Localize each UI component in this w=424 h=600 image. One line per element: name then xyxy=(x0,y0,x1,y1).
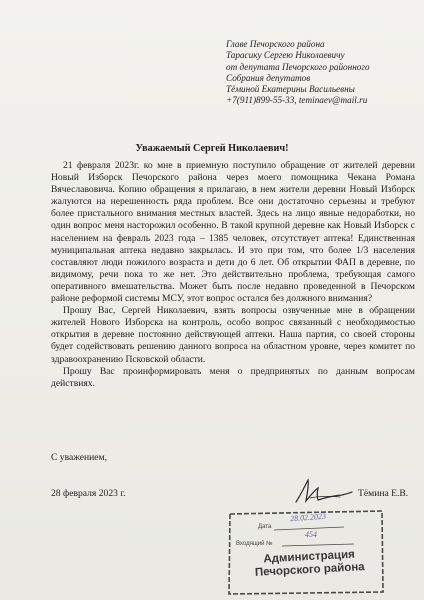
stamp-org-line: Печорского района xyxy=(254,561,365,579)
body-paragraph: Прошу Вас, Сергей Николаевич, взять вопросы озвученные мне в обращении жителей Нового Изборска на контроль, особо вопрос связанный с необходимостью открытия в деревне постоянно действующей аптеки. Наша партия, со своей стороны будет содействовать решению данного вопроса на областном уровне, через комитет по здравоохранению Псковской области. xyxy=(51,305,415,365)
letter-date: 28 февраля 2023 г. xyxy=(51,488,126,499)
addressee-contact: +7(911)899-55-33, teminaev@mail.ru xyxy=(226,95,368,106)
body-paragraph: 21 февраля 2023г. ко мне в приемную поступило обращение от жителей деревни Новый Изборск Печорского района через моего помощника Чекана Романа Вячеславовича. Копию обращения я прилагаю, в нем жители деревни Новый Изборск жалуются на нерешенность ряда проблем. Все они достаточно серьезны и требуют более пристального внимания местных властей. Здесь на лицо явные недоработки, но один вопрос меня насторожил особенно. В такой крупной деревне как Новый Изборск с населением на февраль 2023 года – 1385 человек, отсутствует аптека! Единственная муниципальная аптека недавно закрылась. И это при том, что более 1/3 населения составляют люди пожилого возраста и дети до 6 лет. Об открытии ФАП в деревне, по видимому, речи пока то же нет. Это действительно проблема, требующая самого оперативного вмешательства. Может быть после недавно проведенной в Печорском районе реформой системы МСУ, этот вопрос остался без должного внимания? xyxy=(51,160,415,305)
closing-phrase: С уважением, xyxy=(51,452,108,463)
stamp-date-label: Дата xyxy=(258,524,272,530)
stamp-org-line: Администрация xyxy=(263,548,356,566)
addressee-line: от депутата Печорского районного xyxy=(226,61,370,72)
signer-name: Тёмина Е.В. xyxy=(358,488,409,499)
stamp-incoming-label: Входящий № xyxy=(236,541,273,547)
stamp-incoming-number: 454 xyxy=(305,530,317,539)
handwritten-signature xyxy=(290,474,354,508)
addressee-line: Тёминой Екатерины Васильевны xyxy=(226,84,355,95)
body-paragraph: Прошу Вас проинформировать меня о предпринятых по данным вопросам действиях. xyxy=(51,365,415,389)
addressee-line: Главе Печорского района xyxy=(226,39,325,49)
addressee-line: Тарасику Сергею Николаевичу xyxy=(226,50,345,61)
stamp-date-value: 28.02.2023 xyxy=(289,511,327,524)
addressee-block xyxy=(226,39,370,107)
addressee-line: Собрания депутатов xyxy=(226,72,311,83)
salutation: Уважаемый Сергей Николаевич! xyxy=(135,143,289,154)
letter-body xyxy=(51,160,415,390)
